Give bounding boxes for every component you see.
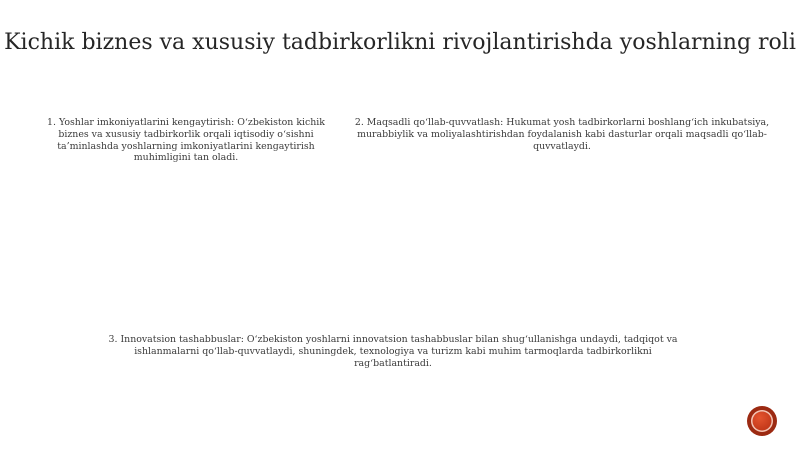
point-innovative-initiatives: 3. Innovatsion tashabbuslar: O‘zbekiston yoshlarni innovatsion tashabbuslar bilan shug‘ullanishga undaydi, tadqiqot va ishlanmalarni qo‘llab-quvvatlaydi, shuningdek, texnologiya va turizm kabi muhim tarmoqlarda tadbirkorlikni rag‘batlantiradi. (108, 334, 678, 369)
circle-nav-icon (751, 410, 773, 432)
point-youth-opportunities: 1. Yoshlar imkoniyatlarini kengaytirish: O‘zbekiston kichik biznes va xususiy tadbirkorlik orqali iqtisodiy o‘sishni ta’minlashda yoshlarning imkoniyatlarini kengaytirish muhimligini tan oladi. (47, 117, 325, 164)
slide-title: Kichik biznes va xususiy tadbirkorlikni rivojlantirishda yoshlarning roli (4, 30, 796, 55)
point-targeted-support: 2. Maqsadli qo‘llab-quvvatlash: Hukumat yosh tadbirkorlarni boshlang‘ich inkubatsiya, murabbiylik va moliyalashtirishdan foydalanish kabi dasturlar orqali maqsadli qo‘llab-quvvatlaydi. (354, 117, 770, 152)
slide-nav-button[interactable] (747, 406, 777, 436)
